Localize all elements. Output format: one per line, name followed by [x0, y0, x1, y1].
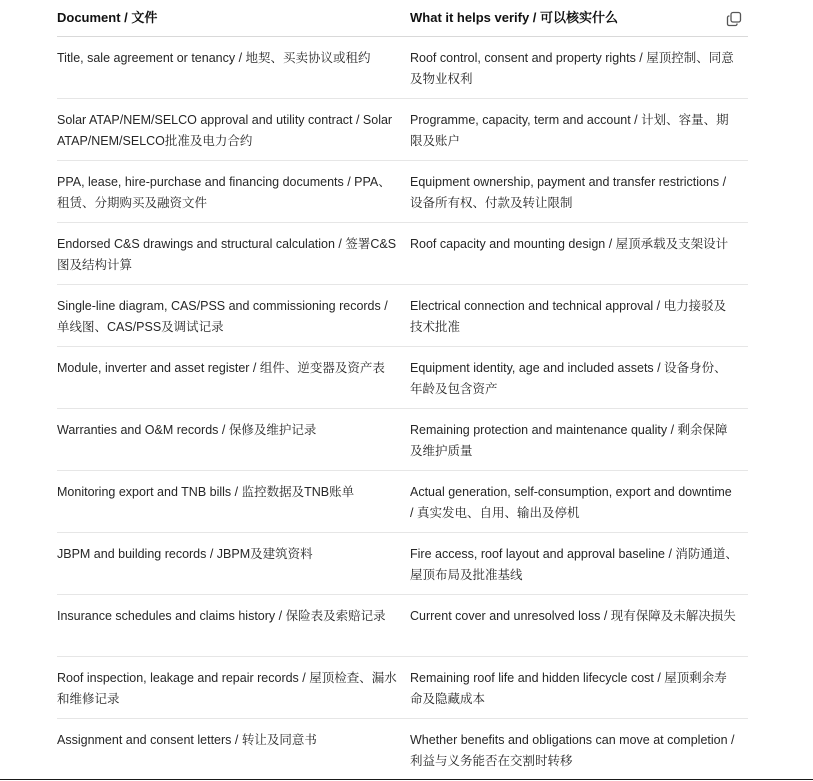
cell-verify: Remaining roof life and hidden lifecycle cost / 屋顶剩余寿命及隐藏成本	[410, 671, 727, 706]
cell-document: Assignment and consent letters / 转让及同意书	[57, 733, 317, 747]
cell-verify: Electrical connection and technical approval / 电力接驳及技术批准	[410, 299, 727, 334]
cell-document: Title, sale agreement or tenancy / 地契、买卖协议或租约	[57, 51, 371, 65]
cell-document: Module, inverter and asset register / 组件、逆变器及资产表	[57, 361, 385, 375]
cell-document: Single-line diagram, CAS/PSS and commissioning records / 单线图、CAS/PSS及调试记录	[57, 299, 388, 334]
cell-verify: Roof control, consent and property rights / 屋顶控制、同意及物业权利	[410, 51, 734, 86]
header-verify: What it helps verify / 可以核实什么	[410, 10, 619, 25]
cell-verify: Roof capacity and mounting design / 屋顶承载及支架设计	[410, 237, 729, 251]
cell-verify: Fire access, roof layout and approval baseline / 消防通道、屋顶布局及批准基线	[410, 547, 738, 582]
table-row	[57, 595, 748, 657]
cell-verify: Equipment identity, age and included assets / 设备身份、年龄及包含资产	[410, 361, 727, 396]
document-table	[57, 0, 748, 781]
cell-verify: Whether benefits and obligations can move at completion / 利益与义务能否在交割时转移	[410, 733, 735, 768]
table-row	[57, 409, 748, 471]
cell-verify: Current cover and unresolved loss / 现有保障及未解决损失	[410, 609, 736, 623]
table-row	[57, 471, 748, 533]
table-row	[57, 719, 748, 781]
cell-verify: Equipment ownership, payment and transfer restrictions / 设备所有权、付款及转让限制	[410, 175, 727, 210]
table-row	[57, 161, 748, 223]
cell-document: Roof inspection, leakage and repair records / 屋顶检查、漏水和维修记录	[57, 671, 397, 706]
bottom-divider	[0, 779, 813, 780]
cell-verify: Actual generation, self-consumption, export and downtime / 真实发电、自用、输出及停机	[410, 485, 732, 520]
table-row	[57, 533, 748, 595]
table-row	[57, 37, 748, 99]
table-body	[57, 37, 748, 781]
cell-document: Insurance schedules and claims history / 保险表及索赔记录	[57, 609, 386, 623]
cell-document: Endorsed C&S drawings and structural calculation / 签署C&S图及结构计算	[57, 237, 397, 272]
cell-verify: Programme, capacity, term and account / 计划、容量、期限及账户	[410, 113, 729, 148]
table-row	[57, 347, 748, 409]
cell-verify: Remaining protection and maintenance quality / 剩余保障及维护质量	[410, 423, 728, 458]
cell-document: JBPM and building records / JBPM及建筑资料	[57, 547, 313, 561]
cell-document: Monitoring export and TNB bills / 监控数据及TNB账单	[57, 485, 355, 499]
header-document: Document / 文件	[57, 10, 158, 25]
copy-table-button[interactable]	[726, 11, 742, 27]
table-row	[57, 99, 748, 161]
cell-document: PPA, lease, hire-purchase and financing documents / PPA、租赁、分期购买及融资文件	[57, 175, 391, 210]
copy-icon	[726, 11, 742, 27]
table-header	[57, 0, 748, 37]
table-row	[57, 285, 748, 347]
cell-document: Solar ATAP/NEM/SELCO approval and utility contract / Solar ATAP/NEM/SELCO批准及电力合约	[57, 113, 393, 148]
table-row	[57, 223, 748, 285]
cell-document: Warranties and O&M records / 保修及维护记录	[57, 423, 317, 437]
table-row	[57, 657, 748, 719]
